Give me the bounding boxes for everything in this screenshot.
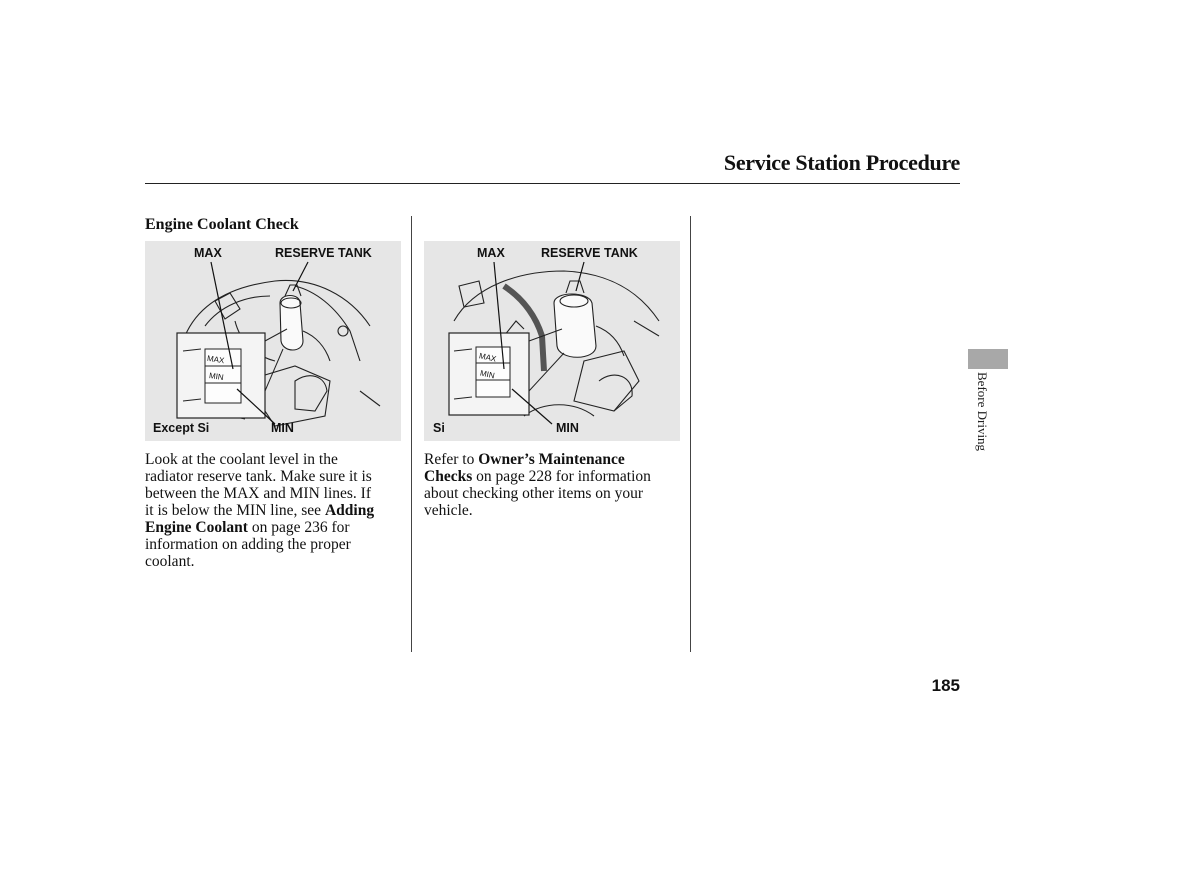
min-label: MIN bbox=[556, 421, 579, 435]
tank-min-marking: MIN bbox=[208, 371, 225, 382]
page-title: Service Station Procedure bbox=[723, 150, 960, 175]
column-divider-left bbox=[411, 216, 412, 652]
text-line: information on adding the proper bbox=[145, 536, 351, 553]
variant-label: Si bbox=[433, 421, 445, 435]
column-divider-right bbox=[690, 216, 691, 652]
cross-reference-adding-coolant: Adding bbox=[324, 502, 375, 519]
reserve-tank-label: RESERVE TANK bbox=[541, 246, 638, 260]
page-number: 185 bbox=[931, 676, 960, 695]
chapter-tab-label: Before Driving bbox=[975, 372, 990, 452]
figure-si bbox=[424, 241, 680, 441]
text-line bbox=[424, 451, 686, 468]
figure-except-si bbox=[145, 241, 401, 441]
text-line: Look at the coolant level in the bbox=[145, 451, 338, 468]
cross-reference-adding-coolant: Engine Coolant bbox=[145, 519, 248, 536]
cross-reference-maintenance-checks: Owner’s Maintenance bbox=[478, 451, 625, 468]
text-line bbox=[145, 519, 407, 536]
chapter-tab-marker bbox=[968, 349, 1008, 369]
tank-max-marking: MAX bbox=[478, 351, 498, 364]
reserve-tank-label: RESERVE TANK bbox=[275, 246, 372, 260]
engine-bay-illustration-si bbox=[424, 241, 680, 441]
cross-reference-maintenance-checks: Checks bbox=[424, 468, 473, 485]
left-body-text bbox=[145, 451, 407, 570]
text-run: on page 228 for information bbox=[472, 468, 651, 485]
title-divider bbox=[145, 183, 960, 184]
text-line: about checking other items on your bbox=[424, 485, 644, 502]
min-label: MIN bbox=[271, 421, 294, 435]
variant-label: Except Si bbox=[153, 421, 210, 435]
max-label: MAX bbox=[194, 246, 222, 260]
section-heading: Engine Coolant Check bbox=[145, 216, 299, 233]
text-line: radiator reserve tank. Make sure it is bbox=[145, 468, 372, 485]
text-run: on page 236 for bbox=[247, 519, 350, 536]
text-line bbox=[145, 502, 407, 519]
text-line: vehicle. bbox=[424, 502, 473, 519]
max-label: MAX bbox=[477, 246, 505, 260]
text-line bbox=[424, 468, 686, 485]
text-run: it is below the MIN line, see bbox=[145, 502, 325, 519]
text-line: between the MAX and MIN lines. If bbox=[145, 485, 371, 502]
right-body-text bbox=[424, 451, 686, 519]
engine-bay-illustration-except-si bbox=[145, 241, 401, 441]
text-line: coolant. bbox=[145, 553, 195, 570]
tank-max-marking: MAX bbox=[206, 353, 225, 366]
tank-min-marking: MIN bbox=[479, 368, 496, 381]
text-run: Refer to bbox=[424, 451, 479, 468]
